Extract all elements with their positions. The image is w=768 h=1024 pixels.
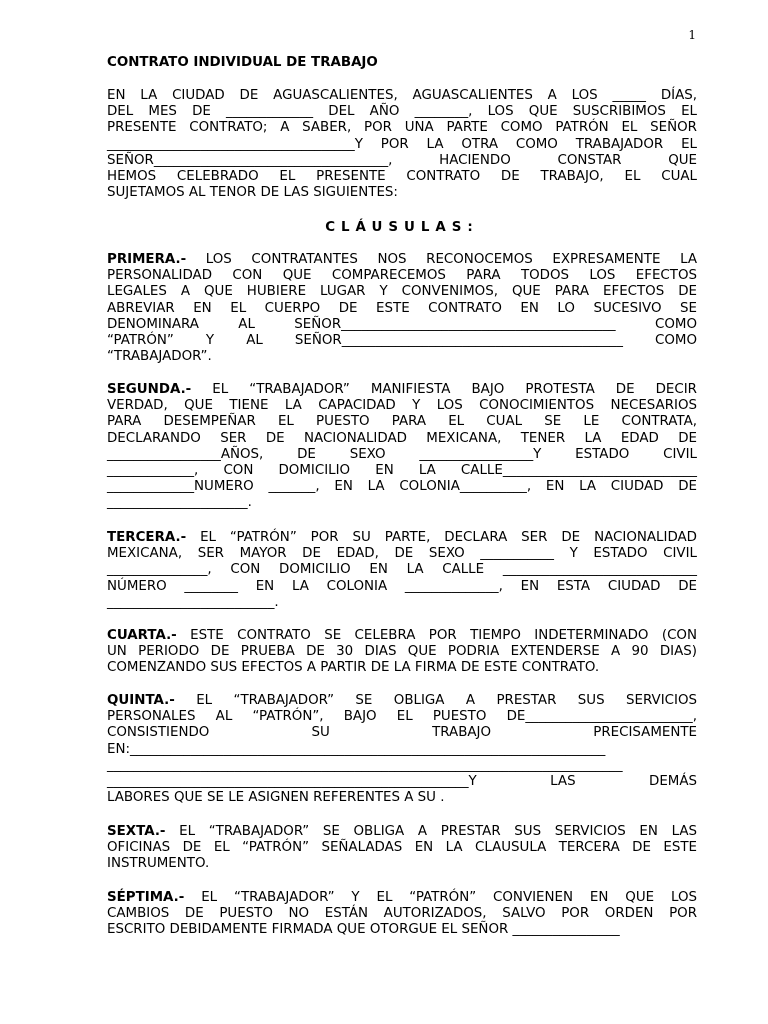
clause-label: CUARTA.- — [107, 628, 177, 643]
page-number: 1 — [688, 28, 696, 42]
clause-line: CONSISTIENDO SU TRABAJO PRECISAMENTE — [107, 725, 697, 741]
clause-line: EL “PATRÓN” POR SU PARTE, DECLARA SER DE NACIONALIDAD — [186, 530, 697, 545]
clause-line: MEXICANA, SER MAYOR DE EDAD, DE SEXO ___________ Y ESTADO CIVIL — [107, 546, 697, 562]
clause-line: OFICINAS DE EL “PATRÓN” SEÑALADAS EN LA CLAUSULA TERCERA DE ESTE — [107, 840, 697, 856]
clause-cuarta — [107, 628, 697, 677]
clause-line: “PATRÓN” Y AL SEÑOR__________________________________________ COMO — [107, 333, 697, 349]
clause-septima — [107, 890, 697, 939]
intro-line: PRESENTE CONTRATO; A SABER, POR UNA PARTE COMO PATRÓN EL SEÑOR — [107, 120, 697, 136]
clause-line: LEGALES A QUE HUBIERE LUGAR Y CONVENIMOS, QUE PARA EFECTOS DE — [107, 284, 697, 300]
clause-line: DENOMINARA AL SEÑOR_________________________________________ COMO — [107, 316, 697, 332]
clause-sexta — [107, 824, 697, 873]
clause-line: PERSONALES AL “PATRÓN”, BAJO EL PUESTO DE_________________________, — [107, 709, 697, 725]
clause-line: LABORES QUE SE LE ASIGNEN REFERENTES A SU . — [107, 790, 445, 806]
clause-label: QUINTA.- — [107, 693, 175, 708]
clausulas-heading: CLÁUSULAS: — [325, 220, 479, 235]
clause-line: ESTE CONTRATO SE CELEBRA POR TIEMPO INDETERMINADO (CON — [176, 628, 697, 643]
intro-line: EN LA CIUDAD DE AGUASCALIENTES, AGUASCALIENTES A LOS _____ DÍAS, — [107, 88, 697, 103]
clause-line: _____________NUMERO _______, EN LA COLONIA__________, EN LA CIUDAD DE — [107, 479, 697, 495]
clause-line: PARA DESEMPEÑAR EL PUESTO PARA EL CUAL SE LE CONTRATA, — [107, 414, 697, 430]
clause-line: _____________________. — [107, 495, 252, 511]
clause-line: EL “TRABAJADOR” SE OBLIGA A PRESTAR SUS SERVICIOS — [174, 693, 697, 708]
clause-line: _____________________________________________________________________________ — [107, 757, 623, 773]
clause-line: ESCRITO DEBIDAMENTE FIRMADA QUE OTORGUE EL SEÑOR ________________ — [107, 922, 620, 938]
clause-line: EL “TRABAJADOR” MANIFIESTA BAJO PROTESTA DE DECIR — [191, 382, 697, 397]
clause-line: INSTRUMENTO. — [107, 856, 210, 872]
clause-line: DECLARANDO SER DE NACIONALIDAD MEXICANA, TENER LA EDAD DE — [107, 430, 697, 446]
clause-primera — [107, 252, 697, 365]
intro-line: _____________________________________Y POR LA OTRA COMO TRABAJADOR EL — [107, 136, 697, 152]
clause-tercera — [107, 530, 697, 611]
clause-quinta — [107, 693, 697, 806]
clause-line: ABREVIAR EN EL CUERPO DE ESTE CONTRATO EN LO SUCESIVO SE — [107, 300, 697, 316]
clause-label: SÉPTIMA.- — [107, 890, 185, 905]
clause-line: VERDAD, QUE TIENE LA CAPACIDAD Y LOS CONOCIMIENTOS NECESARIOS — [107, 398, 697, 414]
clause-line: EL “TRABAJADOR” SE OBLIGA A PRESTAR SUS SERVICIOS EN LAS — [165, 824, 697, 839]
clause-line: “TRABAJADOR”. — [107, 349, 212, 365]
clause-line: EL “TRABAJADOR” Y EL “PATRÓN” CONVIENEN EN QUE LOS — [184, 890, 697, 905]
clause-line: _____________, CON DOMICILIO EN LA CALLE_____________________________ — [107, 463, 697, 479]
clause-line: EN:_______________________________________________________________________ — [107, 741, 606, 757]
intro-line: DEL MES DE _____________ DEL AÑO ________, LOS QUE SUSCRIBIMOS EL — [107, 104, 697, 120]
clause-label: PRIMERA.- — [107, 252, 187, 267]
document-title: CONTRATO INDIVIDUAL DE TRABAJO — [107, 55, 378, 70]
clause-label: SEGUNDA.- — [107, 382, 192, 397]
clause-line: PERSONALIDAD CON QUE COMPARECEMOS PARA TODOS LOS EFECTOS — [107, 268, 697, 284]
clause-line: CAMBIOS DE PUESTO NO ESTÁN AUTORIZADOS, SALVO POR ORDEN POR — [107, 906, 697, 922]
intro-line: SUJETAMOS AL TENOR DE LAS SIGUIENTES: — [107, 185, 398, 201]
clause-line: _________________AÑOS, DE SEXO _________________Y ESTADO CIVIL — [107, 446, 697, 462]
clause-label: TERCERA.- — [107, 530, 187, 545]
clause-line: ______________________________________________________Y LAS DEMÁS — [107, 774, 697, 790]
clause-line: _________________________. — [107, 594, 279, 610]
clause-line: NÚMERO ________ EN LA COLONIA ______________, EN ESTA CIUDAD DE — [107, 578, 697, 594]
clause-line: LOS CONTRATANTES NOS RECONOCEMOS EXPRESAMENTE LA — [186, 252, 697, 267]
clause-segunda — [107, 382, 697, 512]
clause-line: UN PERIODO DE PRUEBA DE 30 DIAS QUE PODRIA EXTENDERSE A 90 DIAS) — [107, 644, 697, 660]
clause-line: _______________, CON DOMICILIO EN LA CALLE _____________________________ — [107, 562, 697, 578]
intro-line: SEÑOR___________________________________, HACIENDO CONSTAR QUE — [107, 152, 697, 168]
clause-label: SEXTA.- — [107, 824, 166, 839]
intro-line: HEMOS CELEBRADO EL PRESENTE CONTRATO DE TRABAJO, EL CUAL — [107, 169, 697, 185]
intro-paragraph — [107, 88, 697, 201]
clause-line: COMENZANDO SUS EFECTOS A PARTIR DE LA FIRMA DE ESTE CONTRATO. — [107, 660, 600, 676]
